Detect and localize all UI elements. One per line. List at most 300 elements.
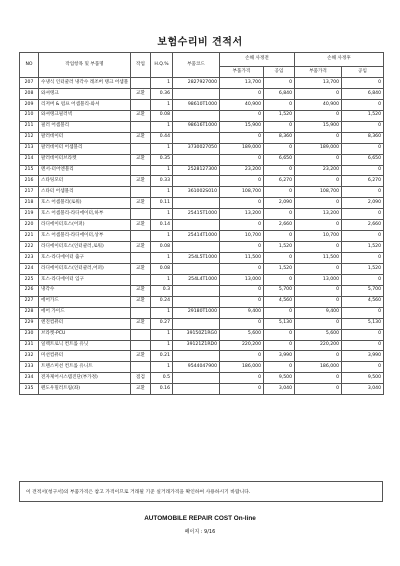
row-item: 라디에이터호스(인터쿨러,로워) [39,242,131,253]
table-row [20,340,384,351]
row-parts-after: 15,900 [295,121,342,132]
row-parts-after: 0 [295,351,342,362]
row-parts-before: 13,000 [220,274,264,285]
row-work: 교환 [131,220,151,231]
row-item: 펜도우밀러트림(좌) [39,384,131,395]
row-work [131,187,151,198]
row-item: 리저버 & 펌프 어셈블리-와셔 [39,99,131,110]
row-hqty: 0.44 [151,132,173,143]
row-work: 교환 [131,198,151,209]
row-no: 220 [20,220,39,231]
row-hqty: 1 [151,78,173,89]
table-row [20,253,384,264]
row-labor-before: 0 [264,362,295,373]
row-parts-after: 189,000 [295,143,342,154]
header-work: 작업 [131,53,151,78]
row-hqty: 1 [151,165,173,176]
row-labor-before: 6,840 [264,88,295,99]
table-row [20,231,384,242]
row-code: 3730027050 [173,143,220,154]
row-labor-before: 8,360 [264,132,295,143]
row-hqty: 0.11 [151,198,173,209]
row-parts-after: 220,200 [295,340,342,351]
page-number: 페이지 : 9/16 [184,529,216,535]
row-hqty: 0.21 [151,351,173,362]
row-work [131,274,151,285]
table-row [20,110,384,121]
row-work: 교환 [131,296,151,307]
row-no: 211 [20,121,39,132]
row-labor-before: 0 [264,99,295,110]
row-code [173,263,220,274]
row-code: 98616T1000 [173,121,220,132]
row-item: 일렉트로닉 컨트롤 유닛 [39,340,131,351]
row-item: 라디에이터호스(어퍼) [39,220,131,231]
row-labor-before: 0 [264,187,295,198]
row-no: 222 [20,242,39,253]
row-labor-before: 2,660 [264,220,295,231]
row-parts-before: 0 [220,384,264,395]
row-no: 209 [20,99,39,110]
row-labor-after: 0 [342,307,384,318]
row-no: 219 [20,209,39,220]
row-hqty: 1 [151,231,173,242]
row-code [173,296,220,307]
row-no: 223 [20,253,39,264]
row-parts-after: 13,700 [295,78,342,89]
row-hqty: 1 [151,362,173,373]
table-row [20,209,384,220]
row-parts-after: 0 [295,296,342,307]
row-code [173,384,220,395]
table-row [20,143,384,154]
row-code [173,110,220,121]
row-labor-after: 0 [342,340,384,351]
row-hqty: 1 [151,253,173,264]
row-item: 전자제어시스템진단(부가정) [39,373,131,384]
row-parts-after: 23,200 [295,165,342,176]
row-labor-before: 1,520 [264,242,295,253]
row-no: 212 [20,132,39,143]
row-parts-before: 23,200 [220,165,264,176]
row-hqty: 0.33 [151,176,173,187]
table-row [20,78,384,89]
row-work [131,143,151,154]
row-no: 231 [20,340,39,351]
row-parts-before: 108,700 [220,187,264,198]
row-no: 210 [20,110,39,121]
row-work [131,209,151,220]
row-work [131,307,151,318]
row-work: 교환 [131,110,151,121]
row-hqty: 0.5 [151,373,173,384]
row-work [131,165,151,176]
row-hqty: 1 [151,340,173,351]
table-row [20,384,384,395]
row-parts-after: 0 [295,88,342,99]
header-parts-price-after: 부품가격 [295,67,342,78]
table-row [20,242,384,253]
row-parts-after: 5,600 [295,329,342,340]
row-parts-before: 0 [220,88,264,99]
row-no: 226 [20,285,39,296]
row-code: 39121Z1RD0 [173,340,220,351]
row-no: 208 [20,88,39,99]
row-labor-before: 6,650 [264,154,295,165]
row-parts-before: 0 [220,318,264,329]
row-code [173,285,220,296]
row-no: 207 [20,78,39,89]
row-work: 교환 [131,263,151,274]
row-labor-before: 3,040 [264,384,295,395]
table-row [20,274,384,285]
row-parts-before: 0 [220,242,264,253]
row-item: 라디에이터호스(인터쿨러,어퍼) [39,263,131,274]
row-parts-before: 40,900 [220,99,264,110]
row-labor-after: 3,040 [342,384,384,395]
page-title: 보험수리비 견적서 [157,37,243,48]
row-parts-after: 0 [295,132,342,143]
header-no: NO [20,53,39,78]
row-no: 232 [20,351,39,362]
row-item: 호스-라디에이터 입구 [39,274,131,285]
row-labor-before: 0 [264,274,295,285]
estimate-rows [20,78,384,395]
row-code: 2827927000 [173,78,220,89]
row-hqty: 0.16 [151,384,173,395]
row-labor-after: 6,840 [342,88,384,99]
row-labor-after: 6,650 [342,154,384,165]
row-parts-after: 0 [295,198,342,209]
table-row [20,187,384,198]
row-code: 39150Z1RG0 [173,329,220,340]
row-parts-after: 108,700 [295,187,342,198]
row-parts-after: 0 [295,318,342,329]
row-parts-before: 0 [220,263,264,274]
row-labor-before: 1,520 [264,110,295,121]
row-item: 호스 어셈블리-라디에이터,하부 [39,209,131,220]
row-parts-before: 0 [220,110,264,121]
row-parts-after: 0 [295,373,342,384]
row-parts-before: 15,900 [220,121,264,132]
row-no: 227 [20,296,39,307]
table-row [20,318,384,329]
row-parts-before: 0 [220,285,264,296]
row-no: 214 [20,154,39,165]
row-labor-before: 0 [264,307,295,318]
row-hqty: 1 [151,143,173,154]
row-work [131,340,151,351]
row-no: 225 [20,274,39,285]
row-parts-after: 186,000 [295,362,342,373]
row-parts-after: 0 [295,263,342,274]
row-parts-before: 0 [220,351,264,362]
row-item: 멘서-터어엔블리 [39,165,131,176]
row-parts-after: 0 [295,176,342,187]
row-no: 228 [20,307,39,318]
header-group-before: 손해 사정전 [220,53,295,67]
row-labor-before: 6,270 [264,176,295,187]
row-hqty: 1 [151,187,173,198]
row-parts-after: 40,900 [295,99,342,110]
row-item: 와셔탱크필러넥 [39,110,131,121]
row-parts-after: 0 [295,242,342,253]
table-row [20,285,384,296]
row-hqty: 0.36 [151,88,173,99]
row-parts-after: 0 [295,285,342,296]
row-work [131,329,151,340]
row-code [173,198,220,209]
row-labor-before: 0 [264,209,295,220]
row-labor-before: 0 [264,78,295,89]
row-parts-before: 0 [220,132,264,143]
row-code [173,373,220,384]
row-hqty: 0.27 [151,318,173,329]
price-notice: 이 견적서(청구서)의 부품가격은 참고 가격이므로 거래될 기준 실거래가격을 확인하여 사용하시기 바랍니다. [19,481,383,502]
row-work [131,253,151,264]
row-labor-after: 0 [342,253,384,264]
header-labor-after: 공임 [342,67,384,78]
table-row [20,373,384,384]
row-work: 교환 [131,285,151,296]
row-work: 교환 [131,132,151,143]
row-code [173,220,220,231]
row-code [173,176,220,187]
row-work [131,362,151,373]
estimate-table [19,52,384,395]
row-no: 230 [20,329,39,340]
row-labor-after: 0 [342,329,384,340]
row-item: 에어 가이드 [39,307,131,318]
row-labor-after: 0 [342,362,384,373]
row-labor-before: 0 [264,165,295,176]
row-labor-after: 0 [342,143,384,154]
row-labor-before: 0 [264,143,295,154]
row-code [173,154,220,165]
row-labor-after: 0 [342,99,384,110]
row-work [131,231,151,242]
table-row [20,263,384,274]
row-parts-before: 5,600 [220,329,264,340]
table-row [20,329,384,340]
row-parts-before: 0 [220,176,264,187]
row-parts-before: 0 [220,198,264,209]
row-labor-after: 0 [342,231,384,242]
row-code [173,88,220,99]
row-item: 팔러데이터브라켓 [39,154,131,165]
row-code: 9544047900 [173,362,220,373]
row-no: 221 [20,231,39,242]
row-parts-after: 9,400 [295,307,342,318]
row-parts-after: 13,000 [295,274,342,285]
row-labor-before: 3,990 [264,351,295,362]
table-row [20,88,384,99]
row-item: 호스 어셈블리-라디에이터,상부 [39,231,131,242]
row-hqty: 0.08 [151,242,173,253]
row-item: 브라켓-PCU [39,329,131,340]
row-labor-after: 5,700 [342,285,384,296]
row-item: 수냉식 인터쿨러 냉각수 레조버 탱크 어셈블 [39,78,131,89]
row-hqty: 0.14 [151,220,173,231]
row-labor-after: 0 [342,187,384,198]
row-parts-after: 13,200 [295,209,342,220]
row-labor-before: 5,130 [264,318,295,329]
row-no: 216 [20,176,39,187]
row-labor-before: 5,700 [264,285,295,296]
row-work: 교환 [131,154,151,165]
row-labor-after: 2,090 [342,198,384,209]
row-parts-before: 189,000 [220,143,264,154]
row-hqty: 0.08 [151,110,173,121]
table-row [20,154,384,165]
header-parts-price-before: 부품가격 [220,67,264,78]
row-work: 교환 [131,351,151,362]
row-item: 에어가드 [39,296,131,307]
row-labor-before: 2,090 [264,198,295,209]
row-code: 25414T1000 [173,231,220,242]
row-labor-after: 4,560 [342,296,384,307]
row-work [131,99,151,110]
row-labor-after: 1,520 [342,263,384,274]
row-code: 361002S010 [173,187,220,198]
table-row [20,198,384,209]
row-item: 와셔탱크 [39,88,131,99]
row-work [131,78,151,89]
row-hqty: 0.24 [151,296,173,307]
table-row [20,296,384,307]
row-no: 217 [20,187,39,198]
row-labor-after: 2,660 [342,220,384,231]
row-no: 218 [20,198,39,209]
row-code: 254L4T1000 [173,274,220,285]
row-labor-after: 0 [342,121,384,132]
row-parts-before: 186,000 [220,362,264,373]
row-code: 25415T1000 [173,209,220,220]
row-labor-before: 0 [264,231,295,242]
row-work: 교환 [131,176,151,187]
table-row [20,351,384,362]
table-row [20,176,384,187]
row-work: 점검 [131,373,151,384]
row-item: 스타터 어셈블리 [39,187,131,198]
row-labor-after: 9,500 [342,373,384,384]
table-row [20,307,384,318]
row-labor-before: 4,560 [264,296,295,307]
row-code: 29180T1000 [173,307,220,318]
table-row [20,220,384,231]
header-code: 부품코드 [173,53,220,78]
header-item: 작업항목 및 부품명 [39,53,131,78]
row-parts-after: 10,700 [295,231,342,242]
row-item: 미션컴퓨터 [39,351,131,362]
row-work: 교환 [131,318,151,329]
row-hqty: 1 [151,209,173,220]
row-code: 254L5T1000 [173,253,220,264]
row-hqty: 1 [151,274,173,285]
row-parts-before: 11,500 [220,253,264,264]
row-hqty: 1 [151,99,173,110]
row-parts-before: 0 [220,373,264,384]
row-labor-before: 1,520 [264,263,295,274]
row-no: 234 [20,373,39,384]
row-hqty: 0.35 [151,154,173,165]
row-labor-after: 6,270 [342,176,384,187]
table-row [20,132,384,143]
row-item: 팔러데이터 어셈블리 [39,143,131,154]
row-no: 233 [20,362,39,373]
row-parts-after: 0 [295,220,342,231]
row-parts-before: 13,200 [220,209,264,220]
row-item: 트랜스미션 컨트롤 유니트 [39,362,131,373]
row-parts-before: 0 [220,154,264,165]
table-row [20,165,384,176]
row-parts-before: 9,400 [220,307,264,318]
table-row [20,99,384,110]
row-labor-before: 0 [264,340,295,351]
table-row [20,362,384,373]
row-labor-after: 0 [342,209,384,220]
row-parts-before: 0 [220,220,264,231]
row-work: 교환 [131,384,151,395]
row-parts-after: 11,500 [295,253,342,264]
header-group-after: 손해 사정후 [295,53,384,67]
row-labor-after: 1,520 [342,242,384,253]
row-item: 팔러데이터 [39,132,131,143]
row-code [173,351,220,362]
row-no: 215 [20,165,39,176]
row-hqty: 1 [151,329,173,340]
footer-brand: AUTOMOBILE REPAIR COST On-line [144,515,256,522]
row-no: 224 [20,263,39,274]
row-hqty: 0.08 [151,263,173,274]
row-hqty: 1 [151,121,173,132]
row-item: 호스-라디에이터 출구 [39,253,131,264]
row-item: 호스 어셈블리(로워) [39,198,131,209]
row-no: 235 [20,384,39,395]
row-labor-before: 0 [264,121,295,132]
row-item: 엔진컴퓨터 [39,318,131,329]
row-parts-before: 220,200 [220,340,264,351]
row-item: 스타팅모터 [39,176,131,187]
row-no: 229 [20,318,39,329]
row-parts-before: 13,700 [220,78,264,89]
row-code: 98610T1000 [173,99,220,110]
row-labor-after: 8,360 [342,132,384,143]
row-labor-after: 0 [342,165,384,176]
row-parts-after: 0 [295,154,342,165]
row-parts-before: 0 [220,296,264,307]
row-item: 냉각수 [39,285,131,296]
row-parts-before: 10,700 [220,231,264,242]
row-hqty: 0.3 [151,285,173,296]
row-labor-before: 0 [264,253,295,264]
row-labor-before: 0 [264,329,295,340]
header-labor-before: 공임 [264,67,295,78]
row-parts-after: 0 [295,384,342,395]
row-parts-after: 0 [295,110,342,121]
row-labor-after: 1,520 [342,110,384,121]
row-hqty: 1 [151,307,173,318]
row-work: 교환 [131,88,151,99]
table-row [20,121,384,132]
row-work: 교환 [131,242,151,253]
row-code [173,132,220,143]
row-labor-after: 0 [342,78,384,89]
row-item: 필러 어셈블리 [39,121,131,132]
row-code [173,318,220,329]
row-labor-after: 5,130 [342,318,384,329]
row-labor-after: 3,990 [342,351,384,362]
